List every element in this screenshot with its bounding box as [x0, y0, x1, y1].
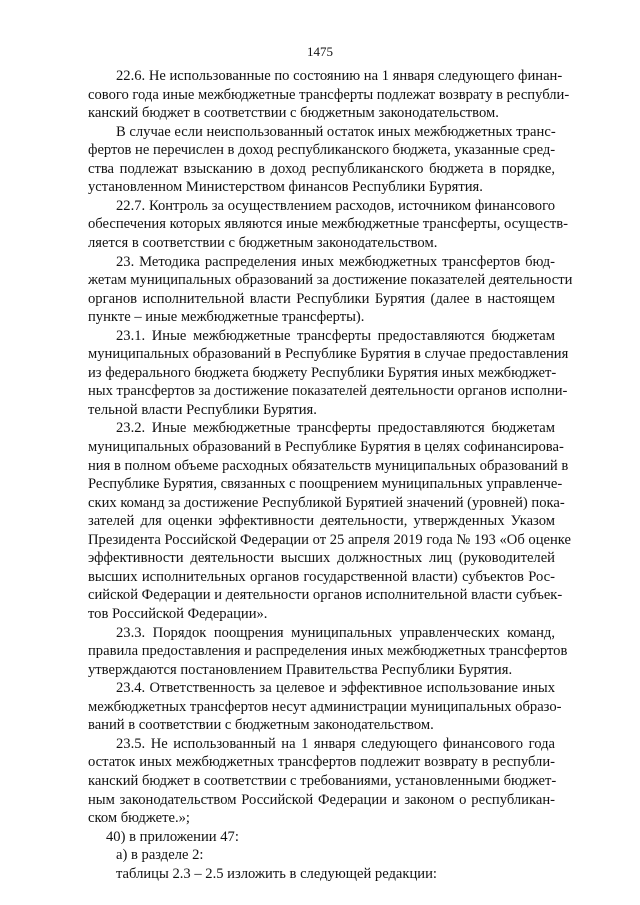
- text-line: правила предоставления и распределения иных межбюджетных трансфертов: [88, 643, 568, 660]
- text-line: 22.6. Не использованные по состоянию на 1 января следующего финан-: [116, 68, 563, 84]
- text-line: ских команд за достижение Республикой Бурятией значений (уровней) пока-: [88, 494, 565, 511]
- text-line: сийской Федерации и деятельности органов исполнительной власти субъек-: [88, 587, 563, 604]
- text-line: зателей для оценки эффективности деятельности, утвержденных Указом: [88, 513, 555, 530]
- text-line: тельной власти Республики Бурятия.: [88, 401, 317, 418]
- text-line: сового года иные межбюджетные трансферты подлежат возврату в республи-: [88, 86, 570, 103]
- text-line: ным законодательством Российской Федерации и законом о республикан-: [88, 791, 555, 808]
- page-number: 1475: [307, 44, 333, 59]
- text-line: 23.5. Не использованный на 1 января следующего финансового года: [116, 735, 555, 752]
- text-line: 23.1. Иные межбюджетные трансферты предоставляются бюджетам: [116, 327, 555, 344]
- text-line: 23. Методика распределения иных межбюджетных трансфертов бюд-: [116, 253, 555, 270]
- text-line: тов Российской Федерации».: [88, 606, 268, 622]
- text-line: жетам муниципальных образований за достижение показателей деятельности: [88, 272, 573, 289]
- text-line: Республике Бурятия, связанных с поощрением муниципальных управленче-: [88, 476, 563, 493]
- text-line: ляется в соответствии с бюджетным законодательством.: [88, 235, 438, 251]
- text-line: органов исполнительной власти Республики Бурятия (далее в настоящем: [88, 290, 555, 307]
- text-line: межбюджетных трансфертов несут администрации муниципальных образо-: [88, 698, 562, 715]
- text-line: 23.3. Порядок поощрения муниципальных управленческих команд,: [116, 624, 555, 641]
- text-line: установленном Министерством финансов Республики Бурятия.: [88, 179, 483, 196]
- text-line: муниципальных образований в Республике Бурятия в целях софинансирова-: [88, 439, 564, 455]
- text-line: обеспечения которых являются иные межбюджетные трансферты, осуществ-: [88, 216, 568, 233]
- text-line: остаток иных межбюджетных трансфертов подлежит возврату в республи-: [88, 754, 555, 771]
- text-line: Президента Российской Федерации от 25 апреля 2019 года № 193 «Об оценке: [88, 531, 571, 548]
- text-line: канский бюджет в соответствии с требованиями, установленными бюджет-: [88, 772, 557, 789]
- text-line: эффективности деятельности высших должностных лиц (руководителей: [88, 550, 555, 567]
- text-line: ваний в соответствии с бюджетным законодательством.: [88, 717, 434, 734]
- text-line: 40) в приложении 47:: [106, 828, 239, 845]
- text-line: В случае если неиспользованный остаток иных межбюджетных транс-: [116, 123, 556, 140]
- text-line: ском бюджете.»;: [88, 810, 190, 826]
- text-line: 23.2. Иные межбюджетные трансферты предоставляются бюджетам: [116, 420, 555, 437]
- text-line: а) в разделе 2:: [116, 847, 204, 864]
- text-line: таблицы 2.3 – 2.5 изложить в следующей редакции:: [116, 865, 437, 882]
- text-line: ных трансфертов за достижение показателей деятельности органов исполни-: [88, 383, 568, 400]
- text-line: муниципальных образований в Республике Бурятия в случае предоставления: [88, 346, 569, 363]
- text-line: высших исполнительных органов государственной власти) субъектов Рос-: [88, 568, 555, 585]
- text-line: ства подлежат взысканию в доход республиканского бюджета в порядке,: [88, 160, 555, 177]
- text-line: канский бюджет в соответствии с бюджетным законодательством.: [88, 105, 499, 122]
- text-line: 23.4. Ответственность за целевое и эффективное использование иных: [116, 680, 555, 697]
- text-line: пункте – иные межбюджетные трансферты).: [88, 309, 365, 326]
- text-line: утверждаются постановлением Правительства Республики Бурятия.: [88, 661, 513, 678]
- text-line: 22.7. Контроль за осуществлением расходов, источником финансового: [116, 197, 555, 214]
- text-line: фертов не перечислен в доход республиканского бюджета, указанные сред-: [88, 142, 556, 159]
- text-line: из федерального бюджета бюджету Республики Бурятия иных межбюджет-: [88, 364, 557, 381]
- text-line: ния в полном объеме расходных обязательств муниципальных образований в: [88, 457, 569, 474]
